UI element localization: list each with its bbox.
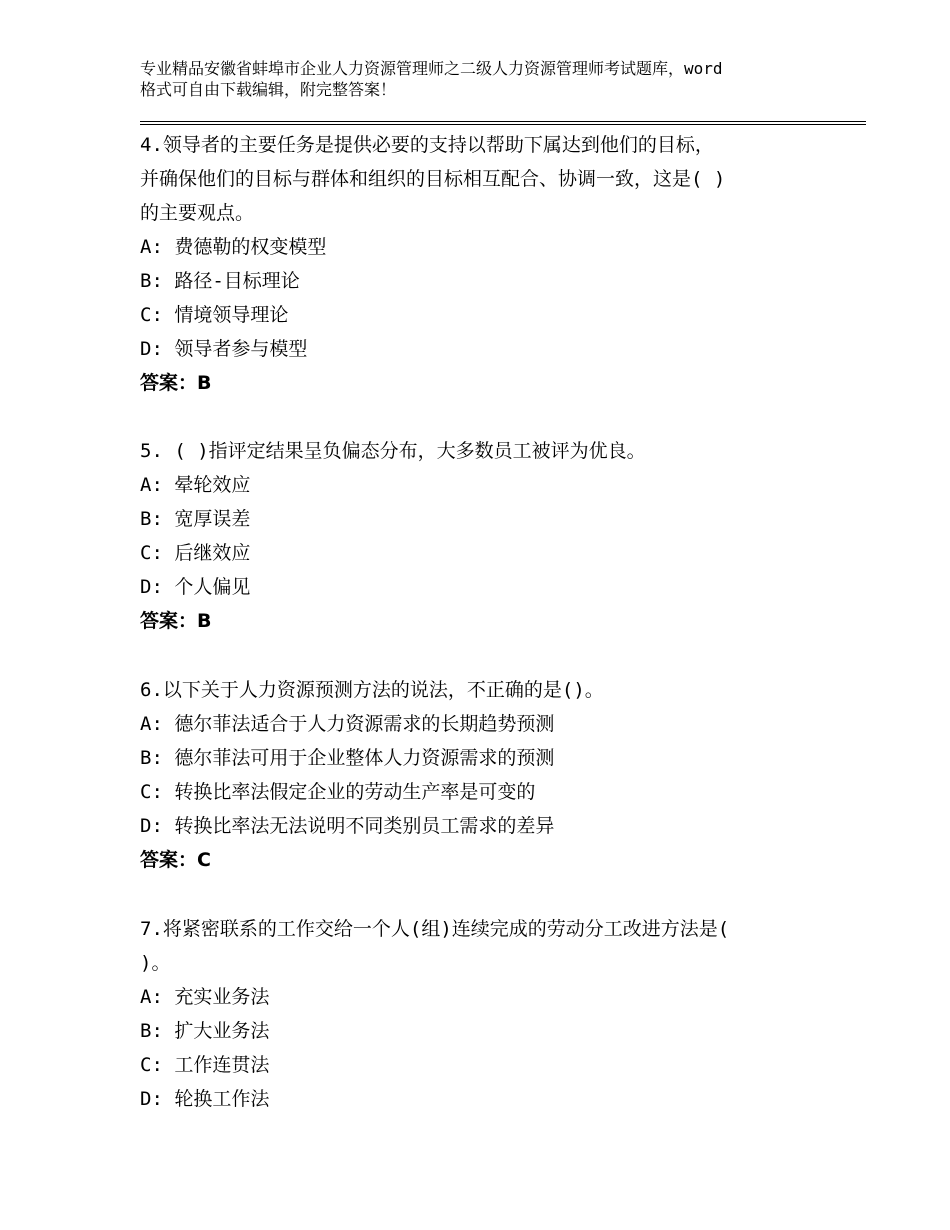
header-line: 格式可自由下载编辑，附完整答案！ bbox=[140, 80, 397, 99]
option-b: B: 路径-目标理论 bbox=[140, 270, 300, 292]
answer: 答案：B bbox=[140, 610, 212, 632]
option-a: A: 费德勒的权变模型 bbox=[140, 236, 327, 258]
option-d: D: 轮换工作法 bbox=[140, 1088, 270, 1110]
question-stem: 的主要观点。 bbox=[140, 202, 255, 224]
header-divider bbox=[140, 121, 866, 122]
option-c: C: 情境领导理论 bbox=[140, 304, 289, 326]
question-stem: 6.以下关于人力资源预测方法的说法，不正确的是()。 bbox=[140, 679, 604, 701]
option-b: B: 德尔菲法可用于企业整体人力资源需求的预测 bbox=[140, 747, 555, 769]
header-line: 专业精品安徽省蚌埠市企业人力资源管理师之二级人力资源管理师考试题库，word bbox=[140, 59, 723, 78]
option-d: D: 领导者参与模型 bbox=[140, 338, 308, 360]
option-a: A: 德尔菲法适合于人力资源需求的长期趋势预测 bbox=[140, 713, 555, 735]
option-c: C: 转换比率法假定企业的劳动生产率是可变的 bbox=[140, 781, 536, 803]
question-stem: 4.领导者的主要任务是提供必要的支持以帮助下属达到他们的目标， bbox=[140, 134, 714, 156]
question-stem: 5. ( )指评定结果呈负偏态分布，大多数员工被评为优良。 bbox=[140, 440, 646, 462]
question-stem: )。 bbox=[140, 952, 171, 974]
option-d: D: 个人偏见 bbox=[140, 576, 251, 598]
question-6 bbox=[140, 673, 840, 877]
document-header bbox=[140, 58, 840, 100]
option-a: A: 晕轮效应 bbox=[140, 474, 251, 496]
option-b: B: 扩大业务法 bbox=[140, 1020, 270, 1042]
option-c: C: 后继效应 bbox=[140, 542, 251, 564]
question-5 bbox=[140, 434, 840, 638]
question-4 bbox=[140, 128, 840, 400]
option-c: C: 工作连贯法 bbox=[140, 1054, 270, 1076]
header-divider bbox=[140, 124, 866, 125]
answer: 答案：C bbox=[140, 849, 211, 871]
option-d: D: 转换比率法无法说明不同类别员工需求的差异 bbox=[140, 815, 555, 837]
option-b: B: 宽厚误差 bbox=[140, 508, 251, 530]
question-stem: 并确保他们的目标与群体和组织的目标相互配合、协调一致，这是( ) bbox=[140, 168, 726, 190]
answer: 答案：B bbox=[140, 372, 212, 394]
question-stem: 7.将紧密联系的工作交给一个人(组)连续完成的劳动分工改进方法是( bbox=[140, 918, 730, 940]
option-a: A: 充实业务法 bbox=[140, 986, 270, 1008]
question-7 bbox=[140, 912, 840, 1116]
